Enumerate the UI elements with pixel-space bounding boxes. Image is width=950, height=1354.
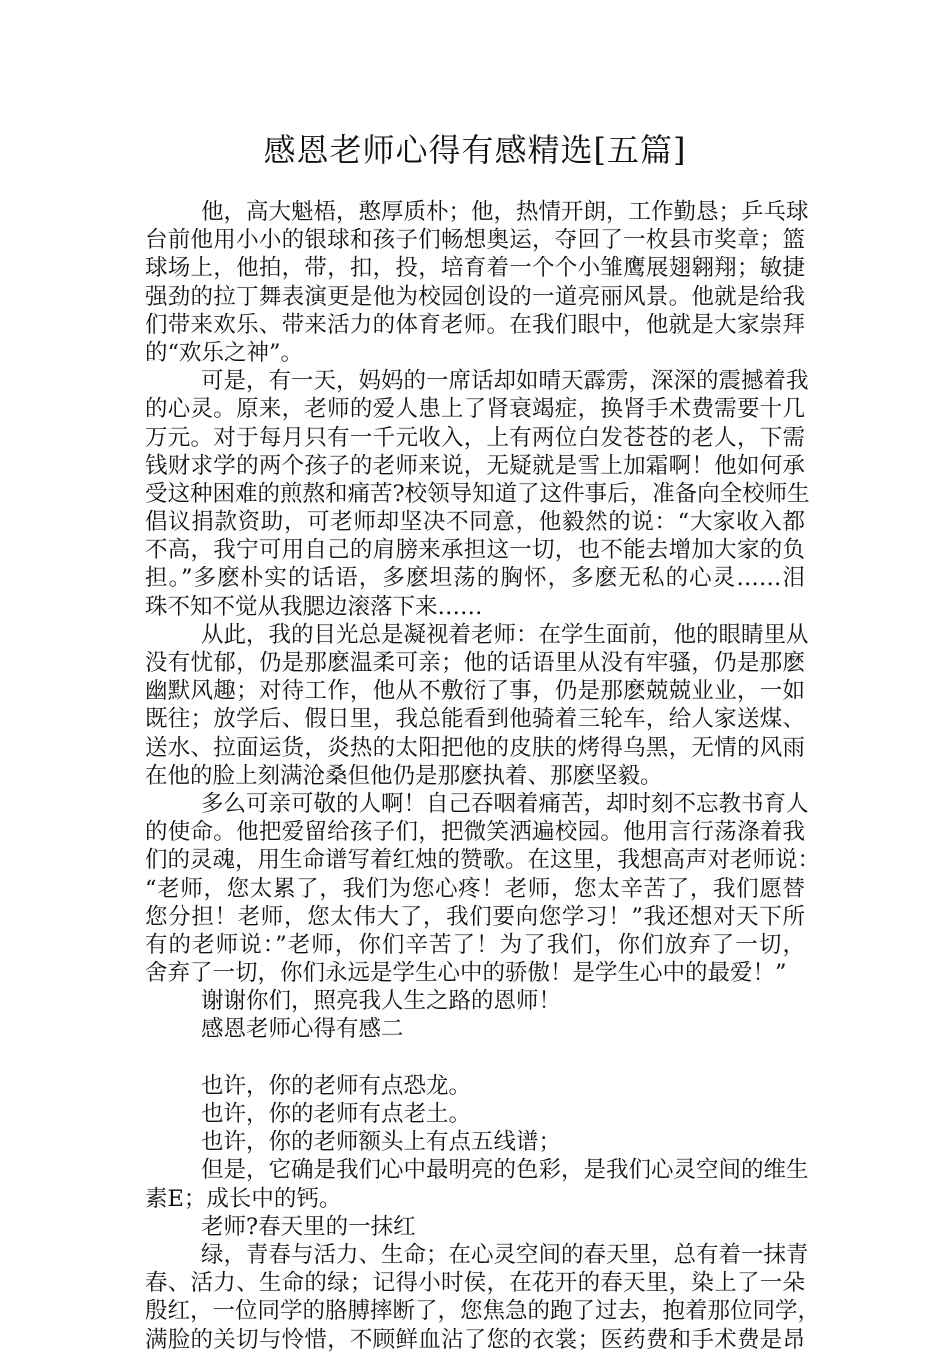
text-line: 多么可亲可敬的人啊！自己吞咽着痛苦，却时刻不忘教书育人 <box>201 790 809 817</box>
text-line: 强劲的拉丁舞表演更是他为校园创设的一道亮丽风景。他就是给我 <box>145 283 805 310</box>
text-line: 既往；放学后、假日里，我总能看到他骑着三轮车，给人家送煤、 <box>145 706 805 733</box>
text-line: 谢谢你们，照亮我人生之路的恩师！ <box>201 988 562 1015</box>
text-line: 舍弃了一切，你们永远是学生心中的骄傲！是学生心中的最爱！” <box>145 960 787 987</box>
text-line: 也许，你的老师额头上有点五线谱； <box>201 1129 562 1156</box>
text-line: 台前他用小小的银球和孩子们畅想奥运，夺回了一枚县市奖章；篮 <box>145 227 805 254</box>
text-line: 感恩老师心得有感二 <box>201 1016 404 1043</box>
text-line: 没有忧郁，仍是那麽温柔可亲；他的话语里从没有牢骚，仍是那麽 <box>145 650 805 676</box>
text-line: 的心灵。原来，老师的爱人患上了肾衰竭症，换肾手术费需要十几 <box>145 396 805 423</box>
text-line: 素E；成长中的钙。 <box>145 1185 342 1212</box>
text-line: 有的老师说：”老师，你们辛苦了！为了我们，你们放弃了一切， <box>145 931 805 958</box>
text-line: 珠不知不觉从我腮边滚落下来…… <box>145 593 483 620</box>
text-line: 们的灵魂，用生命谱写着红烛的赞歌。在这里，我想高声对老师说： <box>145 847 821 874</box>
text-line: 但是，它确是我们心中最明亮的色彩，是我们心灵空间的维生 <box>201 1157 809 1184</box>
text-line: 从此，我的目光总是凝视着老师：在学生面前，他的眼睛里从 <box>201 621 809 648</box>
text-line: 满脸的关切与怜惜，不顾鲜血沾了您的衣裳；医药费和手术费是昂 <box>145 1326 805 1353</box>
text-line: 绿，青春与活力、生命；在心灵空间的春天里，总有着一抹青 <box>201 1241 809 1268</box>
blank-line <box>145 1044 805 1072</box>
text-line: 也许，你的老师有点恐龙。 <box>201 1072 472 1099</box>
text-line: 殷红，一位同学的胳膊摔断了，您焦急的跑了过去，抱着那位同学， <box>145 1298 821 1325</box>
text-line: 担。”多麽朴实的话语，多麽坦荡的胸怀，多麽无私的心灵……泪 <box>145 565 805 592</box>
text-line: 老师?春天里的一抹红 <box>201 1213 416 1240</box>
text-line: 幽默风趣；对待工作，他从不敷衍了事，仍是那麽兢兢业业，一如 <box>145 678 805 705</box>
document-body <box>145 198 821 1354</box>
text-line: 在他的脸上刻满沧桑但他仍是那麽执着、那麽坚毅。 <box>145 762 663 789</box>
text-line: 的“欢乐之神”。 <box>145 339 304 366</box>
text-line: “老师，您太累了，我们为您心疼！老师，您太辛苦了，我们愿替 <box>145 875 805 902</box>
text-line: 的使命。他把爱留给孩子们，把微笑洒遍校园。他用言行荡涤着我 <box>145 819 805 846</box>
text-line: 钱财求学的两个孩子的老师来说，无疑就是雪上加霜啊！他如何承 <box>145 452 805 479</box>
text-line: 受这种困难的煎熬和痛苦?校领导知道了这件事后，准备向全校师生 <box>145 480 810 507</box>
text-line: 不高，我宁可用自己的肩膀来承担这一切，也不能去增加大家的负 <box>145 537 805 564</box>
text-line: 春、活力、生命的绿；记得小时侯，在花开的春天里，染上了一朵 <box>145 1270 805 1297</box>
text-line: 倡议捐款资助，可老师却坚决不同意，他毅然的说：“大家收入都 <box>145 509 805 536</box>
text-line: 们带来欢乐、带来活力的体育老师。在我们眼中，他就是大家崇拜 <box>145 311 805 338</box>
text-line: 球场上，他拍，带，扣，投，培育着一个个小雏鹰展翅翱翔；敏捷 <box>145 255 805 282</box>
text-line: 万元。对于每月只有一千元收入，上有两位白发苍苍的老人，下需 <box>145 424 805 451</box>
text-line: 他，高大魁梧，憨厚质朴；他，热情开朗，工作勤恳；乒乓球 <box>201 199 809 225</box>
text-line: 也许，你的老师有点老土。 <box>201 1101 472 1127</box>
text-line: 可是，有一天，妈妈的一席话却如晴天霹雳，深深的震撼着我 <box>201 368 809 395</box>
text-line: 送水、拉面运货，炎热的太阳把他的皮肤的烤得乌黑，无情的风雨 <box>145 734 805 761</box>
text-line: 您分担！老师，您太伟大了，我们要向您学习！”我还想对天下所 <box>145 903 805 930</box>
page-title: 感恩老师心得有感精选[五篇] <box>263 131 687 169</box>
